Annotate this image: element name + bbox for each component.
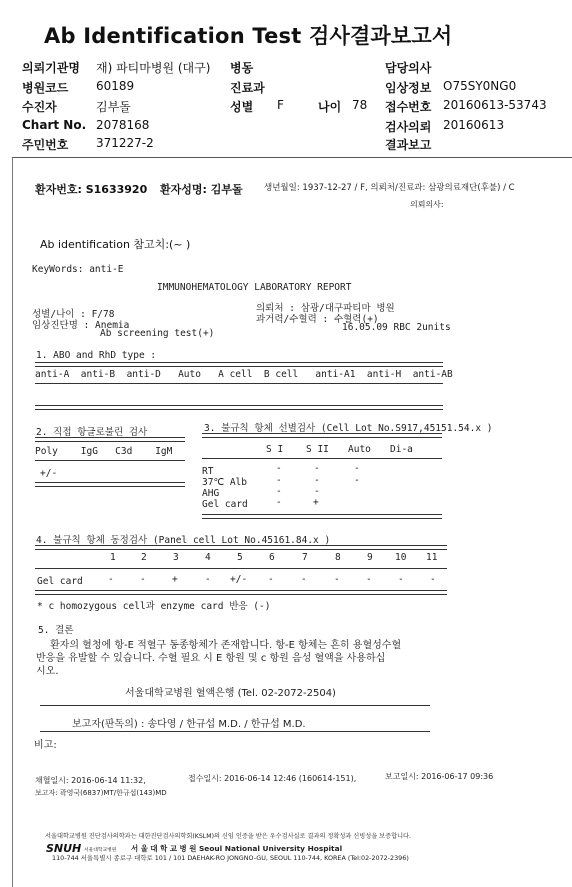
label-sex: 성별: [230, 100, 254, 114]
col-anti-h: anti-H: [366, 369, 402, 380]
requester: 의뢰처 : 삼광/대구파티마 병원: [256, 303, 395, 314]
divider: [35, 545, 447, 550]
value-patient: 김부돌: [96, 100, 131, 114]
col-a-cell: A cell: [218, 369, 253, 380]
panel-col-11: 11: [426, 552, 438, 563]
ahg-s1: -: [276, 486, 282, 497]
value-age: 78: [352, 98, 368, 112]
panel-val-1: -: [108, 574, 114, 585]
value-institution: 재) 파티마병원 (대구): [96, 61, 211, 75]
panel-row-label: Gel card: [37, 576, 83, 587]
receipt-datetime: 접수일시: 2016-06-14 12:46 (160614-151),: [188, 774, 357, 783]
divider: [40, 705, 430, 706]
col-di-a: Di-a: [390, 444, 413, 455]
col-anti-b: anti-B: [80, 369, 116, 380]
col-anti-a1: anti-A1: [315, 369, 356, 380]
row-label-37c: 37℃ Alb: [202, 477, 247, 488]
dat-result: +/-: [40, 468, 58, 479]
panel-val-6: -: [268, 574, 274, 585]
col-s2: S II: [306, 444, 329, 455]
label-institution: 의뢰기관명: [22, 61, 80, 75]
col-s1: S I: [266, 444, 284, 455]
panel-col-5: 5: [237, 552, 243, 563]
panel-col-3: 3: [173, 552, 179, 563]
col-igm: IgM: [155, 446, 173, 457]
panel-col-10: 10: [395, 552, 407, 563]
gel-s1: -: [276, 497, 282, 508]
sex-age: 성별/나이 : F/78: [32, 309, 115, 320]
label-doctor: 담당의사: [385, 61, 432, 75]
divider: [35, 568, 447, 569]
history-2: 16.05.09 RBC 2units: [342, 322, 451, 333]
panel-col-8: 8: [335, 552, 341, 563]
patient-info: 생년월일: 1937-12-27 / F, 의뢰처/진료과: 삼광의료재단(후불) / C: [264, 183, 515, 193]
37c-s1: -: [276, 475, 282, 486]
panel-val-3: +: [172, 574, 178, 585]
value-hospital-code: 60189: [96, 79, 135, 93]
diagnosis: 임상진단명 : Anemia: [32, 320, 130, 331]
reference-title: Ab identification 참고치:(~ ): [40, 238, 191, 251]
37c-auto: -: [354, 475, 360, 486]
blood-bank-contact: 서울대학교병원 혈액은행 (Tel. 02-2072-2504): [125, 688, 336, 699]
collection-datetime: 채혈일시: 2016-06-14 11:32,: [35, 776, 146, 785]
divider: [202, 458, 442, 459]
divider: [202, 433, 442, 438]
label-department: 진료과: [230, 81, 265, 95]
rt-s2: -: [314, 463, 320, 474]
label-patient: 수진자: [22, 100, 57, 114]
label-clinical-info: 임상정보: [385, 81, 432, 95]
col-anti-ab: anti-AB: [412, 369, 453, 380]
col-anti-d: anti-D: [126, 369, 161, 380]
divider: [35, 460, 185, 461]
label-hospital-code: 병원코드: [22, 81, 69, 95]
panel-col-6: 6: [269, 552, 275, 563]
panel-col-1: 1: [110, 552, 116, 563]
report-datetime: 보고일시: 2016-06-17 09:36: [385, 772, 494, 781]
col-c3d: C3d: [115, 446, 133, 457]
section-4-title: 4. 불규칙 항체 동정검사 (Panel cell Lot No.45161.84.x ): [36, 535, 331, 546]
panel-val-5: +/-: [230, 574, 248, 585]
col-igg: IgG: [80, 446, 98, 457]
remarks-label: 비고:: [34, 740, 57, 751]
reporter-line: 보고자(판독의) : 송다영 / 한규섭 M.D. / 한규섭 M.D.: [72, 719, 306, 730]
diagnosis-2: Ab screening test(+): [100, 328, 215, 339]
lab-report-title: IMMUNOHEMATOLOGY LABORATORY REPORT: [157, 282, 352, 293]
conclusion-line-3: 시오.: [36, 666, 59, 677]
label-chart-no: Chart No.: [22, 118, 87, 132]
label-request-date: 검사의뢰: [385, 120, 432, 134]
divider: [35, 590, 447, 595]
value-resident-no: 371227-2: [96, 136, 154, 150]
label-age: 나이: [318, 100, 342, 114]
keywords: KeyWords: anti-E: [32, 264, 124, 275]
conclusion-line-1: 환자의 혈청에 항-E 적혈구 동종항체가 존재합니다. 항-E 항체는 흔히 용혈성수혈: [50, 640, 402, 651]
value-chart-no: 2078168: [96, 118, 150, 132]
divider: [202, 514, 442, 519]
divider: [35, 405, 443, 410]
hospital-name: 서 울 대 학 교 병 원 Seoul National University Hospital: [131, 844, 343, 853]
section-5-title: 5. 결론: [38, 625, 74, 636]
panel-val-8: -: [334, 574, 340, 585]
reporters: 보고자: 곽영국(6837)MT/한규섭(143)MD: [35, 789, 167, 797]
label-receipt-no: 접수번호: [385, 100, 432, 114]
panel-val-10: -: [398, 574, 404, 585]
history: 과거력/수혈력 : 수혈력(+): [256, 314, 379, 325]
conclusion-line-2: 반응을 유발할 수 있습니다. 수혈 필요 시 E 항원 및 c 항원 음성 혈액을 사용하십: [36, 653, 386, 664]
label-ward: 병동: [230, 61, 254, 75]
panel-col-7: 7: [302, 552, 308, 563]
label-result-report: 결과보고: [385, 138, 432, 152]
panel-col-4: 4: [205, 552, 211, 563]
value-receipt-no: 20160613-53743: [443, 98, 547, 112]
panel-val-2: -: [140, 574, 146, 585]
divider: [35, 362, 443, 367]
section-1-title: 1. ABO and RhD type :: [36, 350, 157, 361]
col-b-cell: B cell: [263, 369, 299, 380]
accreditation-notice: 서울대학교병원 진단검사의학과는 대한진단검사의학회(KSLM)의 신임 인증을 받은 우수검사실로 결과의 정확성과 신빙성을 보증합니다.: [45, 833, 411, 840]
hospital-address: 110-744 서울특별시 종로구 대학로 101 / 101 DAEHAK-RO JONGNO-GU, SEOUL 110-744, KOREA (Tel:02-2072-2396): [52, 854, 409, 862]
snuh-logo: SNUH: [46, 842, 82, 855]
value-sex: F: [277, 98, 284, 112]
panel-val-7: -: [301, 574, 307, 585]
panel-col-2: 2: [141, 552, 147, 563]
divider: [35, 383, 443, 384]
rt-auto: -: [354, 463, 360, 474]
section-2-title: 2. 직접 항글로불린 검사: [36, 427, 148, 438]
col-poly: Poly: [35, 446, 58, 457]
doctor-label: 의뢰의사:: [410, 200, 444, 209]
ahg-s2: -: [314, 486, 320, 497]
divider: [35, 482, 185, 487]
label-resident-no: 주민번호: [22, 138, 69, 152]
row-label-gel-card: Gel card: [202, 499, 248, 510]
value-clinical-info: O75SY0NG0: [443, 79, 517, 93]
divider: [35, 437, 185, 442]
section-2-header: [35, 446, 172, 457]
col-auto-3: Auto: [348, 444, 371, 455]
panel-val-9: -: [366, 574, 372, 585]
rt-s1: -: [276, 463, 282, 474]
section-1-header: [35, 369, 453, 380]
section-4-note: * c homozygous cell과 enzyme card 반응 (-): [37, 601, 271, 612]
gel-s2: +: [313, 497, 319, 508]
col-anti-a: anti-A: [35, 369, 70, 380]
divider: [40, 731, 430, 732]
panel-col-9: 9: [367, 552, 373, 563]
section-3-title: 3. 불규칙 항체 선별검사 (Cell Lot No.S917,45151.54.x ): [204, 423, 493, 434]
report-title: Ab Identification Test 검사결과보고서: [44, 24, 453, 48]
patient-number: 환자번호: S1633920: [35, 183, 148, 196]
patient-name: 환자성명: 김부돌: [160, 183, 243, 196]
col-auto: Auto: [178, 369, 201, 380]
panel-val-11: -: [430, 574, 436, 585]
row-label-ahg: AHG: [202, 488, 220, 499]
row-label-rt: RT: [202, 466, 214, 477]
snuh-logo-sub: 서울대학교병원: [84, 848, 117, 853]
value-request-date: 20160613: [443, 118, 505, 132]
37c-s2: -: [314, 475, 320, 486]
panel-val-4: -: [205, 574, 211, 585]
